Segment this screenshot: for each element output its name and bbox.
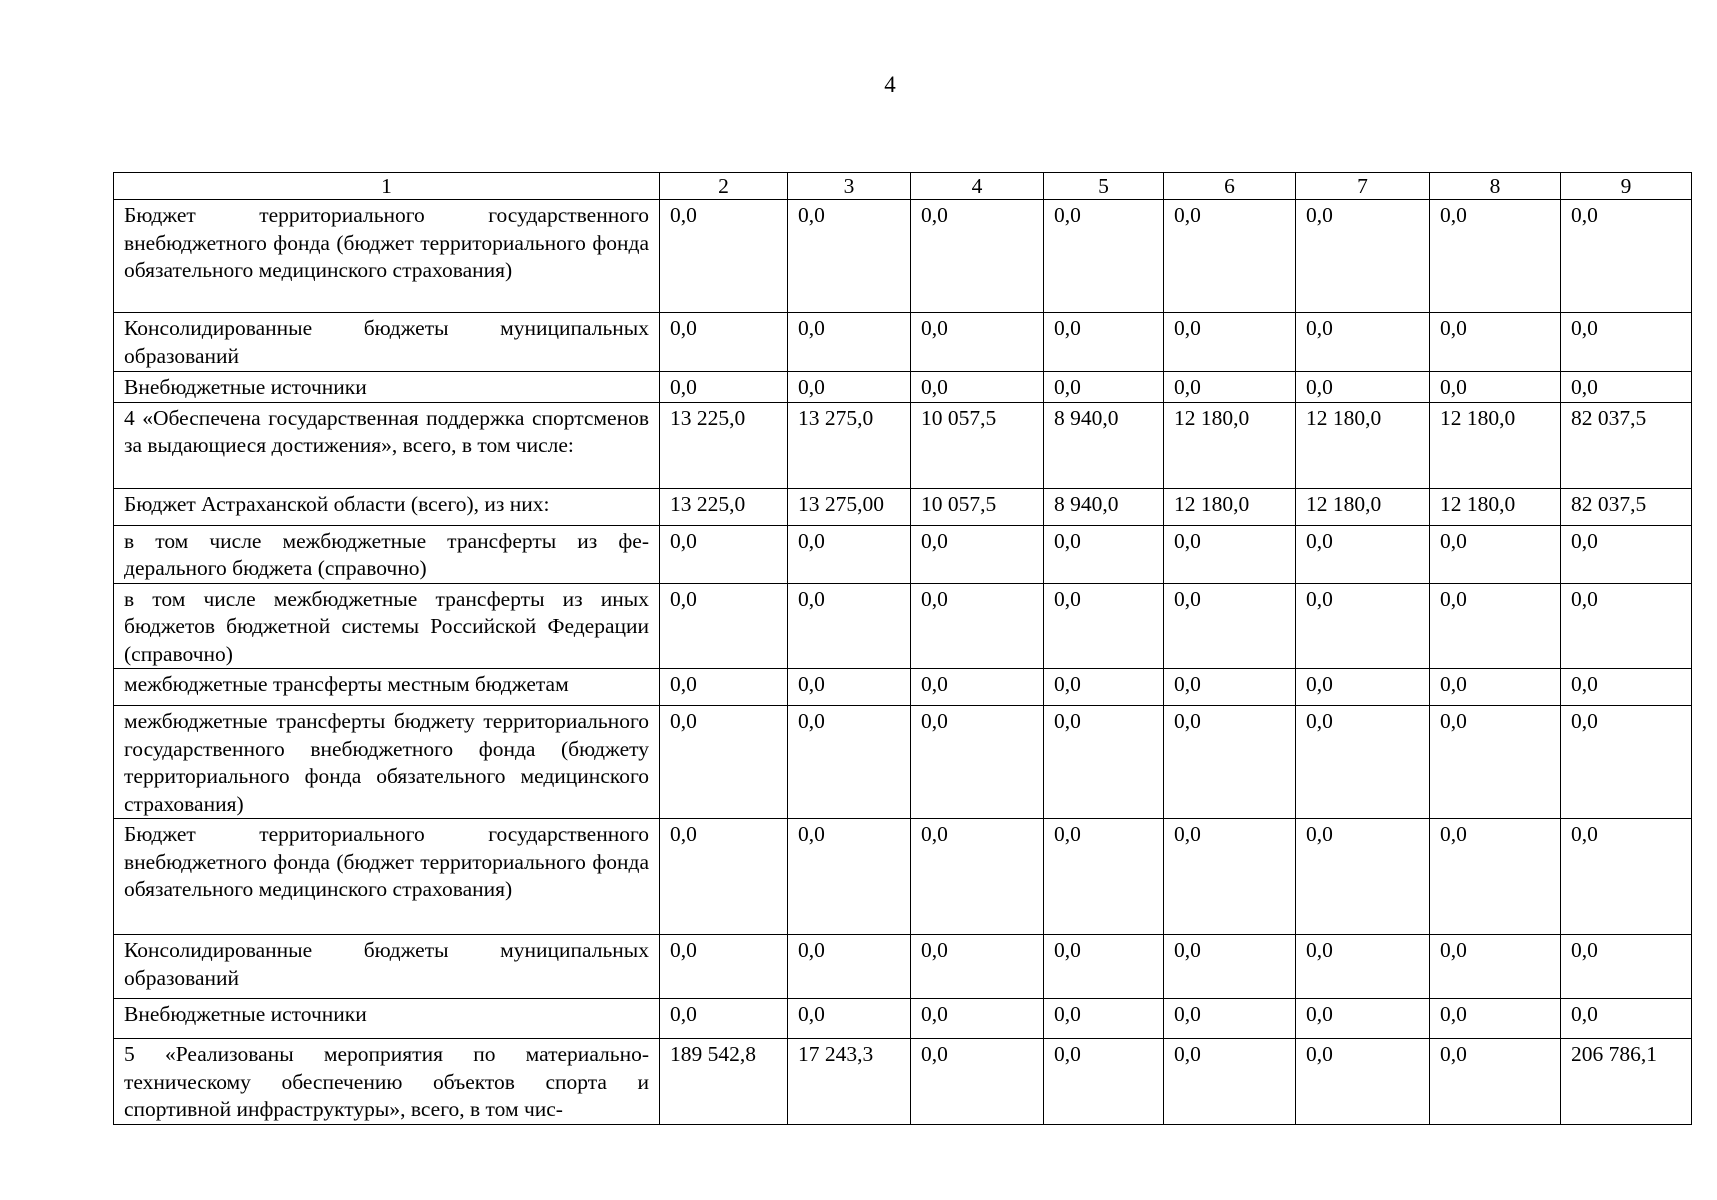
table-cell: 0,0	[1044, 372, 1164, 403]
table-cell: 0,0	[1044, 669, 1164, 706]
table-cell: 0,0	[911, 525, 1044, 583]
table-cell: 0,0	[660, 669, 788, 706]
table-cell: 0,0	[1296, 372, 1430, 403]
table-cell: 0,0	[911, 935, 1044, 999]
table-cell: 0,0	[660, 372, 788, 403]
table-cell: 0,0	[1164, 313, 1296, 372]
table-cell: 0,0	[1561, 583, 1692, 669]
table-row	[114, 583, 1692, 669]
table-cell: 12 180,0	[1296, 488, 1430, 525]
table-cell: 0,0	[1561, 200, 1692, 313]
table-cell: 0,0	[1430, 999, 1561, 1039]
row-label: Консолидированные бюджеты муниципальных образований	[114, 313, 660, 372]
table-cell: 0,0	[1044, 200, 1164, 313]
table-cell: 0,0	[1164, 935, 1296, 999]
table-cell: 0,0	[1561, 313, 1692, 372]
table-cell: 0,0	[911, 1039, 1044, 1125]
table-cell: 0,0	[911, 372, 1044, 403]
table-cell: 0,0	[1430, 669, 1561, 706]
table-cell: 0,0	[1296, 706, 1430, 819]
row-label: Бюджет территориального государственного внебюджетного фонда (бюджет территориального фонда обязательного медицинского страхования)	[114, 200, 660, 313]
table-row	[114, 372, 1692, 403]
table-cell: 0,0	[1561, 706, 1692, 819]
table-cell: 0,0	[1561, 935, 1692, 999]
table-row	[114, 200, 1692, 313]
row-label: Внебюджетные источники	[114, 372, 660, 403]
column-header: 8	[1430, 173, 1561, 200]
table-row	[114, 706, 1692, 819]
table-cell: 13 275,00	[788, 488, 911, 525]
table-cell: 0,0	[1430, 935, 1561, 999]
row-label: 5 «Реализованы мероприятия по материально-техническому обеспечению объектов спорта и спортивной инфраструктуры», всего, в том чис-	[114, 1039, 660, 1125]
table-cell: 0,0	[1164, 706, 1296, 819]
table-cell: 82 037,5	[1561, 402, 1692, 488]
table-cell: 0,0	[660, 706, 788, 819]
table-cell: 0,0	[1164, 372, 1296, 403]
table-cell: 0,0	[1561, 819, 1692, 935]
table-cell: 17 243,3	[788, 1039, 911, 1125]
table-cell: 12 180,0	[1430, 488, 1561, 525]
table-cell: 82 037,5	[1561, 488, 1692, 525]
table-cell: 0,0	[1430, 200, 1561, 313]
page-number: 4	[884, 72, 896, 97]
table-cell: 0,0	[911, 313, 1044, 372]
table-cell: 13 225,0	[660, 402, 788, 488]
table-cell: 0,0	[1561, 372, 1692, 403]
table-cell: 0,0	[660, 999, 788, 1039]
table-row	[114, 669, 1692, 706]
table-row	[114, 935, 1692, 999]
table-cell: 0,0	[1430, 525, 1561, 583]
table-cell: 0,0	[788, 669, 911, 706]
table-cell: 0,0	[660, 525, 788, 583]
table-cell: 13 225,0	[660, 488, 788, 525]
table-cell: 0,0	[1430, 819, 1561, 935]
table-cell: 12 180,0	[1430, 402, 1561, 488]
row-label: Бюджет Астраханской области (всего), из них:	[114, 488, 660, 525]
table-cell: 8 940,0	[1044, 488, 1164, 525]
table-cell: 0,0	[1164, 525, 1296, 583]
table-cell: 0,0	[1296, 525, 1430, 583]
table-cell: 0,0	[1430, 583, 1561, 669]
row-label: Консолидированные бюджеты муниципальных образований	[114, 935, 660, 999]
table-cell: 0,0	[1044, 313, 1164, 372]
column-header: 5	[1044, 173, 1164, 200]
table-cell: 0,0	[1296, 669, 1430, 706]
table-row	[114, 999, 1692, 1039]
table-row	[114, 402, 1692, 488]
table-cell: 0,0	[1164, 999, 1296, 1039]
table-cell: 0,0	[1296, 819, 1430, 935]
table-cell: 0,0	[1296, 583, 1430, 669]
row-label: Бюджет территориального государственного внебюджетного фонда (бюджет территориального фонда обязательного медицинского страхования)	[114, 819, 660, 935]
budget-table	[113, 172, 1692, 1125]
column-header: 3	[788, 173, 911, 200]
table-cell: 0,0	[1296, 313, 1430, 372]
column-header: 9	[1561, 173, 1692, 200]
table-cell: 0,0	[1044, 999, 1164, 1039]
table-cell: 0,0	[1296, 200, 1430, 313]
table-cell: 0,0	[1430, 1039, 1561, 1125]
table-cell: 0,0	[1164, 200, 1296, 313]
table-cell: 0,0	[788, 372, 911, 403]
table-cell: 10 057,5	[911, 402, 1044, 488]
table-row	[114, 1039, 1692, 1125]
table-cell: 0,0	[1430, 313, 1561, 372]
row-label: в том числе межбюджетные трансферты из иных бюджетов бюджетной системы Российской Федерации (справочно)	[114, 583, 660, 669]
row-label: межбюджетные трансферты бюджету территориального государственного внебюджетного фонда (бюджету территориального фонда обязательного медицинского страхования)	[114, 706, 660, 819]
table-cell: 0,0	[1561, 999, 1692, 1039]
table-cell: 12 180,0	[1296, 402, 1430, 488]
table-row	[114, 488, 1692, 525]
column-header: 4	[911, 173, 1044, 200]
table-cell: 0,0	[660, 819, 788, 935]
table-cell: 0,0	[1296, 1039, 1430, 1125]
table-cell: 0,0	[911, 819, 1044, 935]
table-cell: 0,0	[1164, 669, 1296, 706]
table-cell: 12 180,0	[1164, 402, 1296, 488]
table-cell: 0,0	[660, 200, 788, 313]
table-cell: 0,0	[1430, 706, 1561, 819]
row-label: Внебюджетные источники	[114, 999, 660, 1039]
table-cell: 0,0	[788, 935, 911, 999]
table-cell: 0,0	[1164, 1039, 1296, 1125]
table-cell: 0,0	[911, 706, 1044, 819]
table-cell: 0,0	[911, 200, 1044, 313]
table-cell: 0,0	[788, 583, 911, 669]
table-cell: 0,0	[788, 999, 911, 1039]
table-cell: 13 275,0	[788, 402, 911, 488]
table-cell: 0,0	[911, 583, 1044, 669]
table-cell: 206 786,1	[1561, 1039, 1692, 1125]
table-cell: 0,0	[1164, 583, 1296, 669]
row-label: в том числе межбюджетные трансферты из федерального бюджета (справочно)	[114, 525, 660, 583]
table-cell: 0,0	[1561, 669, 1692, 706]
table-cell: 0,0	[660, 313, 788, 372]
table-cell: 0,0	[1044, 819, 1164, 935]
table-cell: 0,0	[1164, 819, 1296, 935]
table-cell: 0,0	[911, 999, 1044, 1039]
table-cell: 0,0	[788, 200, 911, 313]
table-cell: 0,0	[788, 313, 911, 372]
table-row	[114, 313, 1692, 372]
column-header: 2	[660, 173, 788, 200]
table-cell: 0,0	[788, 819, 911, 935]
table-cell: 0,0	[788, 525, 911, 583]
table-cell: 0,0	[1044, 935, 1164, 999]
column-header: 7	[1296, 173, 1430, 200]
table-cell: 0,0	[660, 583, 788, 669]
table-cell: 0,0	[1296, 935, 1430, 999]
row-label: межбюджетные трансферты местным бюджетам	[114, 669, 660, 706]
table-cell: 0,0	[1044, 706, 1164, 819]
table-row	[114, 819, 1692, 935]
table-cell: 8 940,0	[1044, 402, 1164, 488]
table-cell: 0,0	[1044, 525, 1164, 583]
table-cell: 0,0	[1044, 583, 1164, 669]
table-cell: 0,0	[1296, 999, 1430, 1039]
row-label: 4 «Обеспечена государственная поддержка спортсменов за выдающиеся достижения», всего, в том числе:	[114, 402, 660, 488]
table-cell: 0,0	[1430, 372, 1561, 403]
table-cell: 0,0	[1561, 525, 1692, 583]
table-cell: 189 542,8	[660, 1039, 788, 1125]
table-cell: 0,0	[660, 935, 788, 999]
table-cell: 0,0	[788, 706, 911, 819]
table-cell: 10 057,5	[911, 488, 1044, 525]
table-row	[114, 525, 1692, 583]
header-row	[114, 173, 1692, 200]
column-header: 1	[114, 173, 660, 200]
table-cell: 0,0	[1044, 1039, 1164, 1125]
table-cell: 0,0	[911, 669, 1044, 706]
column-header: 6	[1164, 173, 1296, 200]
table-cell: 12 180,0	[1164, 488, 1296, 525]
